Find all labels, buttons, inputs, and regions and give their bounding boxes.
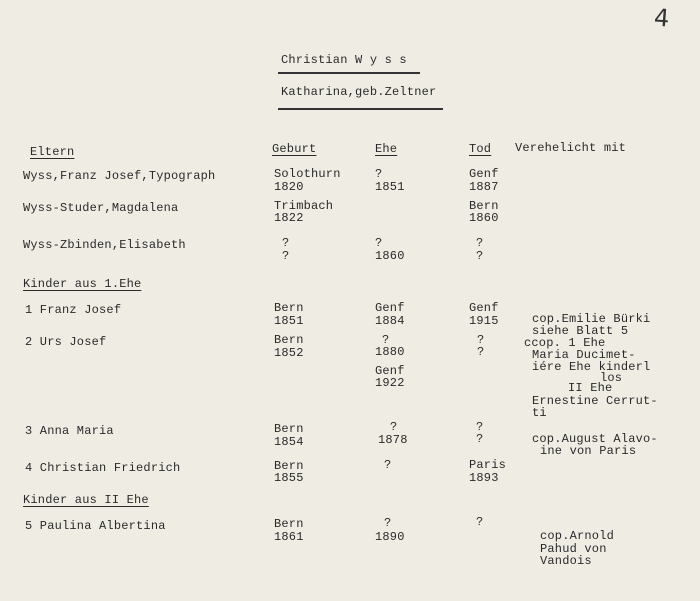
marriage-place: ? <box>390 420 398 434</box>
birth-year: 1855 <box>274 471 304 485</box>
spouse-note: Ernestine Cerrut- <box>532 394 658 408</box>
marriage-year: 1878 <box>378 433 408 447</box>
birth-year: 1861 <box>274 530 304 544</box>
marriage-place: ? <box>382 333 390 347</box>
death-year: 1860 <box>469 211 499 225</box>
parent-name: Wyss-Studer,Magdalena <box>23 201 179 215</box>
child-name: 3 Anna Maria <box>25 424 114 438</box>
marriage-place: ? <box>375 167 383 181</box>
birth-place: ? <box>282 236 290 250</box>
marriage-year: 1884 <box>375 314 405 328</box>
death-place: ? <box>476 236 484 250</box>
death-year: ? <box>476 432 484 446</box>
death-year: ? <box>476 249 484 263</box>
marriage-place: ? <box>375 236 383 250</box>
spouse-note: cop.August Alavo- <box>532 432 658 446</box>
marriage-year: 1880 <box>375 345 405 359</box>
marriage-year: 1860 <box>375 249 405 263</box>
child-name: 5 Paulina Albertina <box>25 519 166 533</box>
spouse-note: los <box>600 371 623 385</box>
page-number: 4 <box>653 3 671 33</box>
death-place: Bern <box>469 199 499 213</box>
spouse-note: II Ehe <box>568 381 613 395</box>
spouse-note: cop.Arnold <box>540 529 615 543</box>
birth-place: Bern <box>274 422 304 436</box>
birth-year: 1854 <box>274 435 304 449</box>
child-name: 4 Christian Friedrich <box>25 461 181 475</box>
death-place: ? <box>477 333 485 347</box>
col-verehelicht: Verehelicht mit <box>515 141 627 155</box>
header-rule-1 <box>278 72 420 74</box>
spouse-note: iére Ehe kinderl <box>532 360 651 374</box>
spouse-note: Vandois <box>540 554 592 568</box>
birth-place: Bern <box>274 459 304 473</box>
col-geburt: Geburt <box>272 142 317 156</box>
header-spouse: Katharina,geb.Zeltner <box>281 85 437 99</box>
death-place: Genf <box>469 301 499 315</box>
birth-year: 1852 <box>274 346 304 360</box>
spouse-note: Pahud von <box>540 542 607 556</box>
birth-place: Trimbach <box>274 199 334 213</box>
parent-name: Wyss,Franz Josef,Typograph <box>23 169 216 183</box>
birth-year: 1822 <box>274 211 304 225</box>
birth-place: Bern <box>274 333 304 347</box>
birth-place: Solothurn <box>274 167 341 181</box>
spouse-note: ti <box>532 406 547 420</box>
col-ehe: Ehe <box>375 142 398 156</box>
birth-place: Bern <box>274 301 304 315</box>
parent-name: Wyss-Zbinden,Elisabeth <box>23 238 186 252</box>
marriage-year: 1851 <box>375 180 405 194</box>
marriage-place: Genf <box>375 301 405 315</box>
spouse-note: Maria Ducimet- <box>532 348 636 362</box>
death-year: ? <box>477 345 485 359</box>
child-name: 1 Franz Josef <box>25 303 122 317</box>
section-heading: Kinder aus 1.Ehe <box>23 277 142 291</box>
header-rule-2 <box>278 108 443 110</box>
section-heading: Kinder aus II Ehe <box>23 493 149 507</box>
death-year: 1915 <box>469 314 499 328</box>
birth-year: 1851 <box>274 314 304 328</box>
death-year: 1887 <box>469 180 499 194</box>
birth-year: 1820 <box>274 180 304 194</box>
col-eltern: Eltern <box>30 145 75 159</box>
marriage-2-year: 1922 <box>375 376 405 390</box>
marriage-place: ? <box>384 516 392 530</box>
marriage-2-place: Genf <box>375 364 405 378</box>
death-place: Paris <box>469 458 507 472</box>
col-tod: Tod <box>469 142 492 156</box>
spouse-note: ccop. 1 Ehe <box>524 336 606 350</box>
spouse-note: cop.Emilie Bürki <box>532 312 651 326</box>
marriage-year: 1890 <box>375 530 405 544</box>
death-place: ? <box>476 515 484 529</box>
death-place: ? <box>476 420 484 434</box>
spouse-note: ine von Paris <box>540 444 637 458</box>
marriage-place: ? <box>384 458 392 472</box>
child-name: 2 Urs Josef <box>25 335 107 349</box>
death-year: 1893 <box>469 471 499 485</box>
birth-year: ? <box>282 249 290 263</box>
header-name: Christian W y s s <box>281 53 407 67</box>
spouse-note: siehe Blatt 5 <box>532 324 629 338</box>
death-place: Genf <box>469 167 499 181</box>
birth-place: Bern <box>274 517 304 531</box>
